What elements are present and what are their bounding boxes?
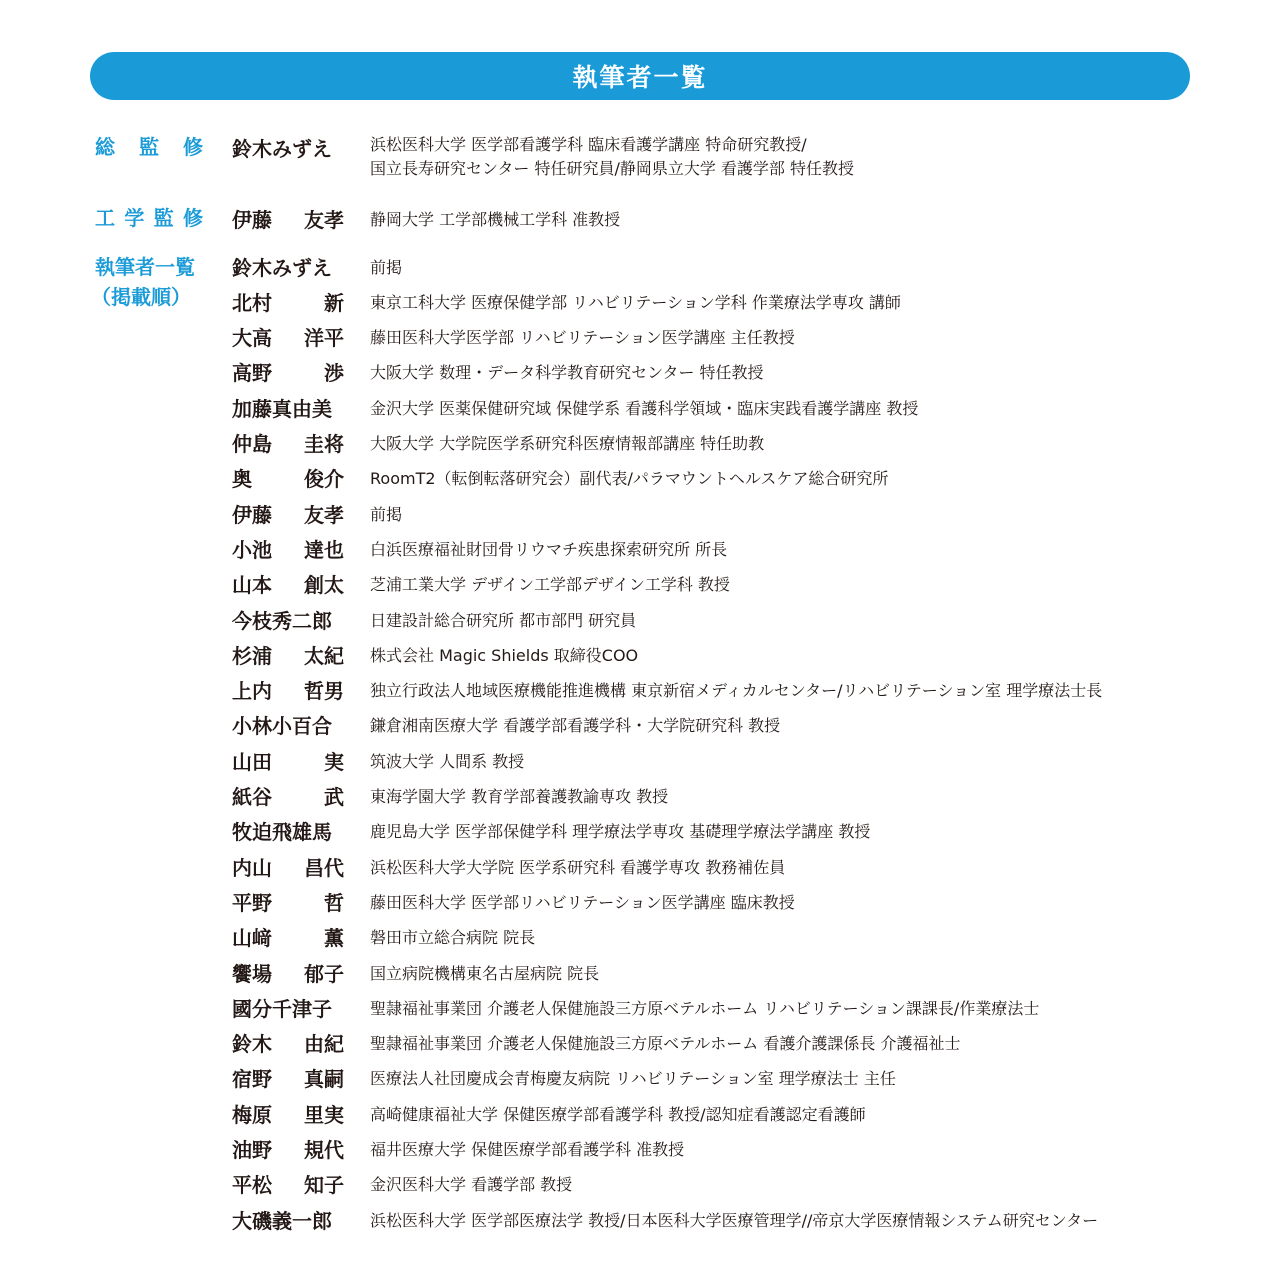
author-row: [232, 743, 1192, 777]
author-row: [232, 249, 1192, 283]
author-affiliation: 浜松医科大学 医学部医療法学 教授/日本医科大学医療管理学//帝京大学医療情報システム研究センター: [370, 1210, 1099, 1230]
author-family-name: 北村: [232, 290, 272, 315]
label-char: 監: [139, 135, 159, 159]
author-family-name: 國分千津子: [232, 996, 332, 1021]
author-row: [232, 1202, 1192, 1236]
author-given-name: 哲男: [304, 679, 344, 704]
author-name: [232, 499, 344, 528]
author-given-name: 昌代: [304, 855, 344, 880]
author-given-name: 規代: [304, 1138, 344, 1162]
label-char: 工: [95, 206, 115, 230]
author-given-name: 創太: [304, 573, 344, 598]
author-given-name: 太紀: [304, 643, 344, 668]
author-affiliation: 独立行政法人地域医療機能推進機構 東京新宿メディカルセンター/リハビリテーション室 理学療法士長: [370, 681, 1103, 701]
author-given-name: 里実: [304, 1102, 344, 1127]
author-family-name: 伊藤: [232, 502, 272, 527]
author-affiliation: 芝浦工業大学 デザイン工学部デザイン工学科 教授: [370, 575, 730, 595]
author-given-name: 郁子: [304, 961, 344, 986]
author-name: [232, 357, 344, 386]
author-family-name: 杉浦: [232, 643, 272, 668]
author-family-name: 山本: [232, 573, 272, 598]
author-name: [232, 922, 344, 951]
author-row: [232, 1061, 1192, 1095]
author-affiliation: 前掲: [370, 257, 403, 277]
author-row: [232, 390, 1192, 424]
author-row: [232, 637, 1192, 671]
engineering-supervisor-row: [232, 201, 1192, 235]
author-given-name: 武: [324, 785, 344, 809]
author-row: [232, 955, 1192, 989]
author-given-name: 由紀: [304, 1032, 344, 1057]
affiliation-line: 国立長寿研究センター 特任研究員/静岡県立大学 看護学部 特任教授: [370, 159, 855, 178]
author-family-name: 油野: [232, 1138, 272, 1162]
author-given-name: 哲: [324, 890, 344, 915]
author-name: [232, 322, 344, 351]
author-name: [232, 993, 344, 1022]
author-row: [232, 567, 1192, 601]
author-affiliation: 東海学園大学 教育学部養護教諭専攻 教授: [370, 787, 669, 806]
label-char: 修: [183, 135, 203, 159]
supervisor-affiliation: [370, 133, 854, 181]
author-row: [232, 814, 1192, 848]
affiliation-line: 浜松医科大学 医学部看護学科 臨床看護学講座 特命研究教授/: [370, 135, 807, 154]
author-name: [232, 887, 344, 916]
author-given-name: 新: [324, 290, 344, 315]
author-family-name: 高野: [232, 361, 272, 386]
author-affiliation: 東京工科大学 医療保健学部 リハビリテーション学科 作業療法学専攻 講師: [370, 292, 901, 312]
author-row: [232, 461, 1192, 495]
author-family-name: 小林小百合: [232, 714, 332, 739]
author-row: [232, 355, 1192, 389]
author-name: [232, 605, 344, 634]
author-row: [232, 496, 1192, 530]
author-name: [232, 1063, 344, 1092]
author-given-name: 知子: [304, 1173, 344, 1198]
author-family-name: 山﨑: [232, 926, 272, 951]
label-char: 学: [124, 206, 145, 230]
author-affiliation: 磐田市立総合病院 院長: [370, 928, 536, 948]
author-affiliation: 浜松医科大学大学院 医学系研究科 看護学専攻 教務補佐員: [370, 857, 786, 877]
author-family-name: 紙谷: [232, 785, 272, 809]
author-affiliation: 聖隷福祉事業団 介護老人保健施設三方原ベテルホーム リハビリテーション課課長/作業療法士: [370, 998, 1040, 1018]
author-given-name: 洋平: [304, 326, 344, 351]
engineering-supervisor-affiliation: 静岡大学 工学部機械工学科 准教授: [370, 209, 621, 229]
author-family-name: 平野: [232, 890, 272, 915]
author-name: [232, 287, 344, 316]
author-affiliation: 高崎健康福祉大学 保健医療学部看護学科 教授/認知症看護認定看護師: [370, 1104, 866, 1124]
author-family-name: 牧迫飛雄馬: [232, 820, 332, 845]
author-affiliation: 株式会社 Magic Shields 取締役COO: [370, 645, 639, 665]
author-family-name: 宿野: [232, 1067, 272, 1092]
authors-sublabel: （掲載順）: [91, 285, 191, 309]
author-name: [232, 640, 344, 669]
author-affiliation: RoomT2（転倒転落研究会）副代表/パラマウントヘルスケア総合研究所: [370, 469, 889, 489]
author-row: [232, 673, 1192, 707]
author-given-name: 実: [324, 749, 344, 774]
author-affiliation: 聖隷福祉事業団 介護老人保健施設三方原ベテルホーム 看護介護課係長 介護福祉士: [370, 1034, 961, 1054]
author-given-name: 友孝: [304, 502, 344, 527]
author-name: [232, 252, 344, 281]
header-bar: [90, 52, 1190, 100]
engineering-supervision-label: [95, 203, 203, 233]
author-affiliation: 大阪大学 大学院医学系研究科医療情報部講座 特任助教: [370, 434, 765, 453]
author-name: [232, 816, 344, 845]
author-name: [232, 1028, 344, 1057]
authors-label-text: 執筆者一覧: [95, 255, 195, 279]
author-row: [232, 284, 1192, 318]
author-affiliation: 金沢大学 医薬保健研究域 保健学系 看護科学領域・臨床実践看護学講座 教授: [370, 398, 919, 418]
author-row: [232, 990, 1192, 1024]
author-family-name: 今枝秀二郎: [232, 608, 332, 633]
author-affiliation: 国立病院機構東名古屋病院 院長: [370, 963, 600, 983]
author-family-name: 奥: [232, 467, 252, 492]
author-family-name: 梅原: [232, 1102, 272, 1127]
author-family-name: 鈴木: [232, 1032, 272, 1057]
author-name: [232, 746, 344, 775]
author-given-name: 薫: [324, 926, 344, 951]
name-given: 友孝: [304, 207, 344, 232]
label-char: 総: [95, 135, 115, 159]
author-given-name: 俊介: [304, 467, 344, 492]
author-name: [232, 852, 344, 881]
author-name: [232, 781, 344, 810]
author-row: [232, 1132, 1192, 1166]
author-affiliation: 前掲: [370, 504, 403, 524]
author-row: [232, 1096, 1192, 1130]
author-row: [232, 320, 1192, 354]
author-row: [232, 602, 1192, 636]
author-name: [232, 393, 344, 422]
author-affiliation: 藤田医科大学 医学部リハビリテーション医学講座 臨床教授: [370, 892, 795, 912]
name-family: 伊藤: [232, 207, 272, 232]
authors-label: [91, 252, 195, 312]
author-family-name: 仲島: [232, 432, 272, 456]
author-given-name: 圭将: [304, 432, 344, 456]
author-row: [232, 1167, 1192, 1201]
author-affiliation: 鹿児島大学 医学部保健学科 理学療法学専攻 基礎理学療法学講座 教授: [370, 822, 871, 842]
general-supervision-label: [95, 132, 203, 162]
author-name: [232, 428, 344, 457]
author-name: [232, 958, 344, 987]
author-name: [232, 569, 344, 598]
supervisor-name: 鈴木みずえ: [232, 136, 332, 161]
author-row: [232, 708, 1192, 742]
author-family-name: 大磯義一郎: [232, 1208, 332, 1233]
author-affiliation: 大阪大学 数理・データ科学教育研究センター 特任教授: [370, 363, 764, 383]
author-row: [232, 849, 1192, 883]
author-family-name: 内山: [232, 855, 272, 880]
author-family-name: 上内: [232, 679, 272, 704]
label-char: 監: [153, 206, 174, 230]
author-family-name: 大高: [232, 326, 272, 351]
author-name: [232, 675, 344, 704]
author-affiliation: 福井医療大学 保健医療学部看護学科 准教授: [370, 1140, 685, 1159]
author-affiliation: 筑波大学 人間系 教授: [370, 751, 525, 771]
author-affiliation: 鎌倉湘南医療大学 看護学部看護学科・大学院研究科 教授: [370, 716, 781, 736]
author-family-name: 加藤真由美: [232, 396, 332, 421]
author-row: [232, 1026, 1192, 1060]
author-family-name: 山田: [232, 749, 272, 774]
author-affiliation: 白浜医療福祉財団骨リウマチ疾患探索研究所 所長: [370, 539, 728, 559]
author-affiliation: 金沢医科大学 看護学部 教授: [370, 1175, 573, 1195]
author-row: [232, 920, 1192, 954]
author-affiliation: 日建設計総合研究所 都市部門 研究員: [370, 610, 637, 630]
author-name: [232, 534, 344, 563]
author-affiliation: 医療法人社団慶成会青梅慶友病院 リハビリテーション室 理学療法士 主任: [370, 1069, 896, 1089]
author-family-name: 饗場: [232, 961, 272, 986]
author-affiliation: 藤田医科大学医学部 リハビリテーション医学講座 主任教授: [370, 328, 795, 348]
author-name: [232, 1169, 344, 1198]
author-row: [232, 779, 1192, 813]
author-row: [232, 531, 1192, 565]
author-family-name: 平松: [232, 1173, 272, 1198]
author-given-name: 渉: [324, 361, 344, 386]
author-name: [232, 710, 344, 739]
page-title: 執筆者一覧: [572, 63, 708, 92]
author-name: [232, 1099, 344, 1128]
label-char: 修: [182, 206, 203, 230]
author-name: [232, 1134, 344, 1163]
author-row: [232, 884, 1192, 918]
author-given-name: 真嗣: [304, 1067, 344, 1092]
author-name: [232, 463, 344, 492]
author-family-name: 小池: [232, 537, 272, 562]
author-name: [232, 1205, 344, 1234]
author-given-name: 達也: [304, 537, 344, 562]
author-family-name: 鈴木みずえ: [232, 255, 332, 280]
engineering-supervisor-name: [232, 204, 344, 233]
author-row: [232, 426, 1192, 460]
